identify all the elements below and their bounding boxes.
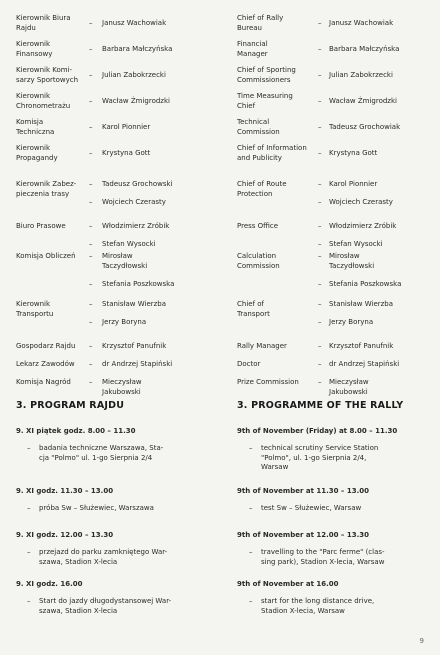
event-description-text: test Sw – Służewiec, Warsaw bbox=[261, 504, 362, 512]
dash-separator: – bbox=[89, 280, 93, 288]
dash-separator: – bbox=[318, 342, 322, 350]
event-description bbox=[249, 504, 426, 514]
staff-name: dr Andrzej Stapiński bbox=[329, 360, 400, 368]
dash-separator: – bbox=[89, 318, 93, 326]
staff-role: Chief of Route Protection bbox=[237, 180, 287, 198]
event-description bbox=[27, 548, 214, 567]
staff-name: Wojciech Czerasty bbox=[102, 198, 166, 206]
staff-role: Komisja Techniczna bbox=[16, 118, 55, 136]
dash-separator: – bbox=[318, 378, 322, 386]
staff-role: Chief of Information and Publicity bbox=[237, 144, 307, 162]
staff-name: Stefania Poszkowska bbox=[102, 280, 175, 288]
dash-separator: – bbox=[249, 597, 253, 605]
dash-separator: – bbox=[89, 300, 93, 308]
event-description-text: próba Sw – Służewiec, Warszawa bbox=[39, 504, 154, 512]
event-description bbox=[27, 444, 214, 463]
dash-separator: – bbox=[89, 222, 93, 230]
dash-separator: – bbox=[89, 97, 93, 105]
staff-role: Calculation Commission bbox=[237, 252, 280, 270]
dash-separator: – bbox=[249, 548, 253, 556]
staff-name: Jerzy Boryna bbox=[329, 318, 374, 326]
event-description-text: przejazd do parku zamkniętego War- szawa, Stadion X-lecia bbox=[39, 548, 168, 566]
staff-role: Kierownik Finansowy bbox=[16, 40, 53, 58]
staff-role: Biuro Prasowe bbox=[16, 222, 66, 230]
staff-name: Jerzy Boryna bbox=[102, 318, 147, 326]
staff-role: Komisja Nagród bbox=[16, 378, 71, 386]
page-number: 9 bbox=[419, 637, 424, 646]
dash-separator: – bbox=[318, 252, 322, 260]
staff-name: Krzysztof Panufnik bbox=[329, 342, 394, 350]
staff-name: Włodzimierz Zróbik bbox=[329, 222, 397, 230]
dash-separator: – bbox=[89, 19, 93, 27]
staff-name: Stanisław Wierzba bbox=[102, 300, 167, 308]
staff-name: Barbara Małczyńska bbox=[102, 45, 173, 53]
event-description bbox=[249, 444, 426, 473]
staff-role: Chief of Rally Bureau bbox=[237, 14, 284, 32]
staff-role: Kierownik Transportu bbox=[16, 300, 54, 318]
dash-separator: – bbox=[318, 240, 322, 248]
event-date: 9th of November (Friday) at 8.00 – 11.30 bbox=[237, 427, 398, 435]
staff-name: Krystyna Gott bbox=[329, 149, 378, 157]
dash-separator: – bbox=[89, 71, 93, 79]
dash-separator: – bbox=[89, 123, 93, 131]
dash-separator: – bbox=[318, 19, 322, 27]
staff-name: dr Andrzej Stapiński bbox=[102, 360, 173, 368]
event-date: 9. XI godz. 11.30 – 13.00 bbox=[16, 487, 114, 495]
dash-separator: – bbox=[249, 444, 253, 452]
event-description-text: start for the long distance drive, Stadion X-lecia, Warsaw bbox=[261, 597, 375, 615]
dash-separator: – bbox=[89, 198, 93, 206]
staff-name: Karol Pionnier bbox=[102, 123, 151, 131]
event-description-text: badania techniczne Warszawa, Sta- cja "Polmo" ul. 1-go Sierpnia 2/4 bbox=[39, 444, 164, 462]
dash-separator: – bbox=[318, 180, 322, 188]
staff-role: Komisja Obliczeń bbox=[16, 252, 76, 260]
program-heading: 3. PROGRAM RAJDU bbox=[16, 400, 125, 411]
event-description-text: technical scrutiny Service Station "Polmo", ul. 1-go Sierpnia 2/4, Warsaw bbox=[261, 444, 379, 472]
event-description bbox=[249, 548, 426, 567]
staff-role: Press Office bbox=[237, 222, 279, 230]
staff-role: Kierownik Propagandy bbox=[16, 144, 58, 162]
dash-separator: – bbox=[318, 198, 322, 206]
staff-role: Kierownik Chronometrażu bbox=[16, 92, 71, 110]
staff-name: Wacław Żmigrodzki bbox=[329, 97, 397, 105]
staff-name: Stanisław Wierzba bbox=[329, 300, 394, 308]
event-date: 9th of November at 11.30 – 13.00 bbox=[237, 487, 370, 495]
dash-separator: – bbox=[249, 504, 253, 512]
staff-name: Janusz Wachowiak bbox=[102, 19, 167, 27]
staff-role: Chief of Sporting Commissioners bbox=[237, 66, 296, 84]
dash-separator: – bbox=[89, 252, 93, 260]
staff-name: Mirosław Taczydłowski bbox=[329, 252, 375, 270]
staff-role: Time Measuring Chief bbox=[237, 92, 293, 110]
event-description bbox=[249, 597, 426, 616]
staff-role: Kierownik Biura Rajdu bbox=[16, 14, 71, 32]
staff-role: Technical Commission bbox=[237, 118, 280, 136]
dash-separator: – bbox=[89, 180, 93, 188]
staff-name: Janusz Wachowiak bbox=[329, 19, 394, 27]
dash-separator: – bbox=[318, 123, 322, 131]
staff-name: Mieczysław Jakubowski bbox=[329, 378, 369, 396]
staff-name: Krzysztof Panufnik bbox=[102, 342, 167, 350]
dash-separator: – bbox=[89, 240, 93, 248]
dash-separator: – bbox=[318, 318, 322, 326]
event-date: 9. XI godz. 12.00 – 13.30 bbox=[16, 531, 114, 539]
event-description bbox=[27, 504, 214, 514]
dash-separator: – bbox=[318, 71, 322, 79]
program-heading: 3. PROGRAMME OF THE RALLY bbox=[237, 400, 404, 411]
staff-name: Stefan Wysocki bbox=[102, 240, 156, 248]
dash-separator: – bbox=[89, 360, 93, 368]
staff-name: Barbara Małczyńska bbox=[329, 45, 400, 53]
staff-role: Chief of Transport bbox=[237, 300, 270, 318]
staff-role: Financial Manager bbox=[237, 40, 268, 58]
staff-role: Doctor bbox=[237, 360, 261, 368]
staff-name: Mieczysław Jakubowski bbox=[102, 378, 142, 396]
dash-separator: – bbox=[318, 97, 322, 105]
staff-name: Wojciech Czerasty bbox=[329, 198, 393, 206]
event-date: 9. XI godz. 16.00 bbox=[16, 580, 83, 588]
dash-separator: – bbox=[89, 149, 93, 157]
staff-name: Włodzimierz Zróbik bbox=[102, 222, 170, 230]
dash-separator: – bbox=[27, 504, 31, 512]
dash-separator: – bbox=[89, 378, 93, 386]
event-description-text: travelling to the "Parc ferme" (clas- sing park), Stadion X-lecia, Warsaw bbox=[261, 548, 385, 566]
staff-role: Kierownik Zabez- pieczenia trasy bbox=[16, 180, 77, 198]
staff-name: Stefania Poszkowska bbox=[329, 280, 402, 288]
staff-role: Kierownik Komi- sarzy Sportowych bbox=[16, 66, 79, 84]
dash-separator: – bbox=[27, 548, 31, 556]
dash-separator: – bbox=[318, 280, 322, 288]
event-date: 9th of November at 12.00 – 13.30 bbox=[237, 531, 370, 539]
event-date: 9th of November at 16.00 bbox=[237, 580, 339, 588]
staff-name: Tadeusz Grochowski bbox=[102, 180, 173, 188]
dash-separator: – bbox=[318, 300, 322, 308]
dash-separator: – bbox=[318, 149, 322, 157]
staff-name: Mirosław Taczydłowski bbox=[102, 252, 148, 270]
staff-role: Rally Manager bbox=[237, 342, 287, 350]
dash-separator: – bbox=[27, 444, 31, 452]
staff-name: Stefan Wysocki bbox=[329, 240, 383, 248]
event-date: 9. XI piątek godz. 8.00 – 11.30 bbox=[16, 427, 136, 435]
dash-separator: – bbox=[89, 342, 93, 350]
event-description bbox=[27, 597, 214, 616]
dash-separator: – bbox=[318, 222, 322, 230]
staff-name: Krystyna Gott bbox=[102, 149, 151, 157]
staff-name: Tadeusz Grochowiak bbox=[329, 123, 401, 131]
dash-separator: – bbox=[27, 597, 31, 605]
staff-role: Lekarz Zawodów bbox=[16, 360, 75, 368]
dash-separator: – bbox=[318, 360, 322, 368]
staff-role: Gospodarz Rajdu bbox=[16, 342, 76, 350]
dash-separator: – bbox=[89, 45, 93, 53]
dash-separator: – bbox=[318, 45, 322, 53]
event-description-text: Start do jazdy długodystansowej War- szawa, Stadion X-lecia bbox=[39, 597, 172, 615]
staff-name: Karol Pionnier bbox=[329, 180, 378, 188]
staff-name: Julian Zabokrzecki bbox=[102, 71, 166, 79]
staff-role: Prize Commission bbox=[237, 378, 299, 386]
staff-name: Wacław Żmigrodzki bbox=[102, 97, 170, 105]
staff-name: Julian Zabokrzecki bbox=[329, 71, 393, 79]
